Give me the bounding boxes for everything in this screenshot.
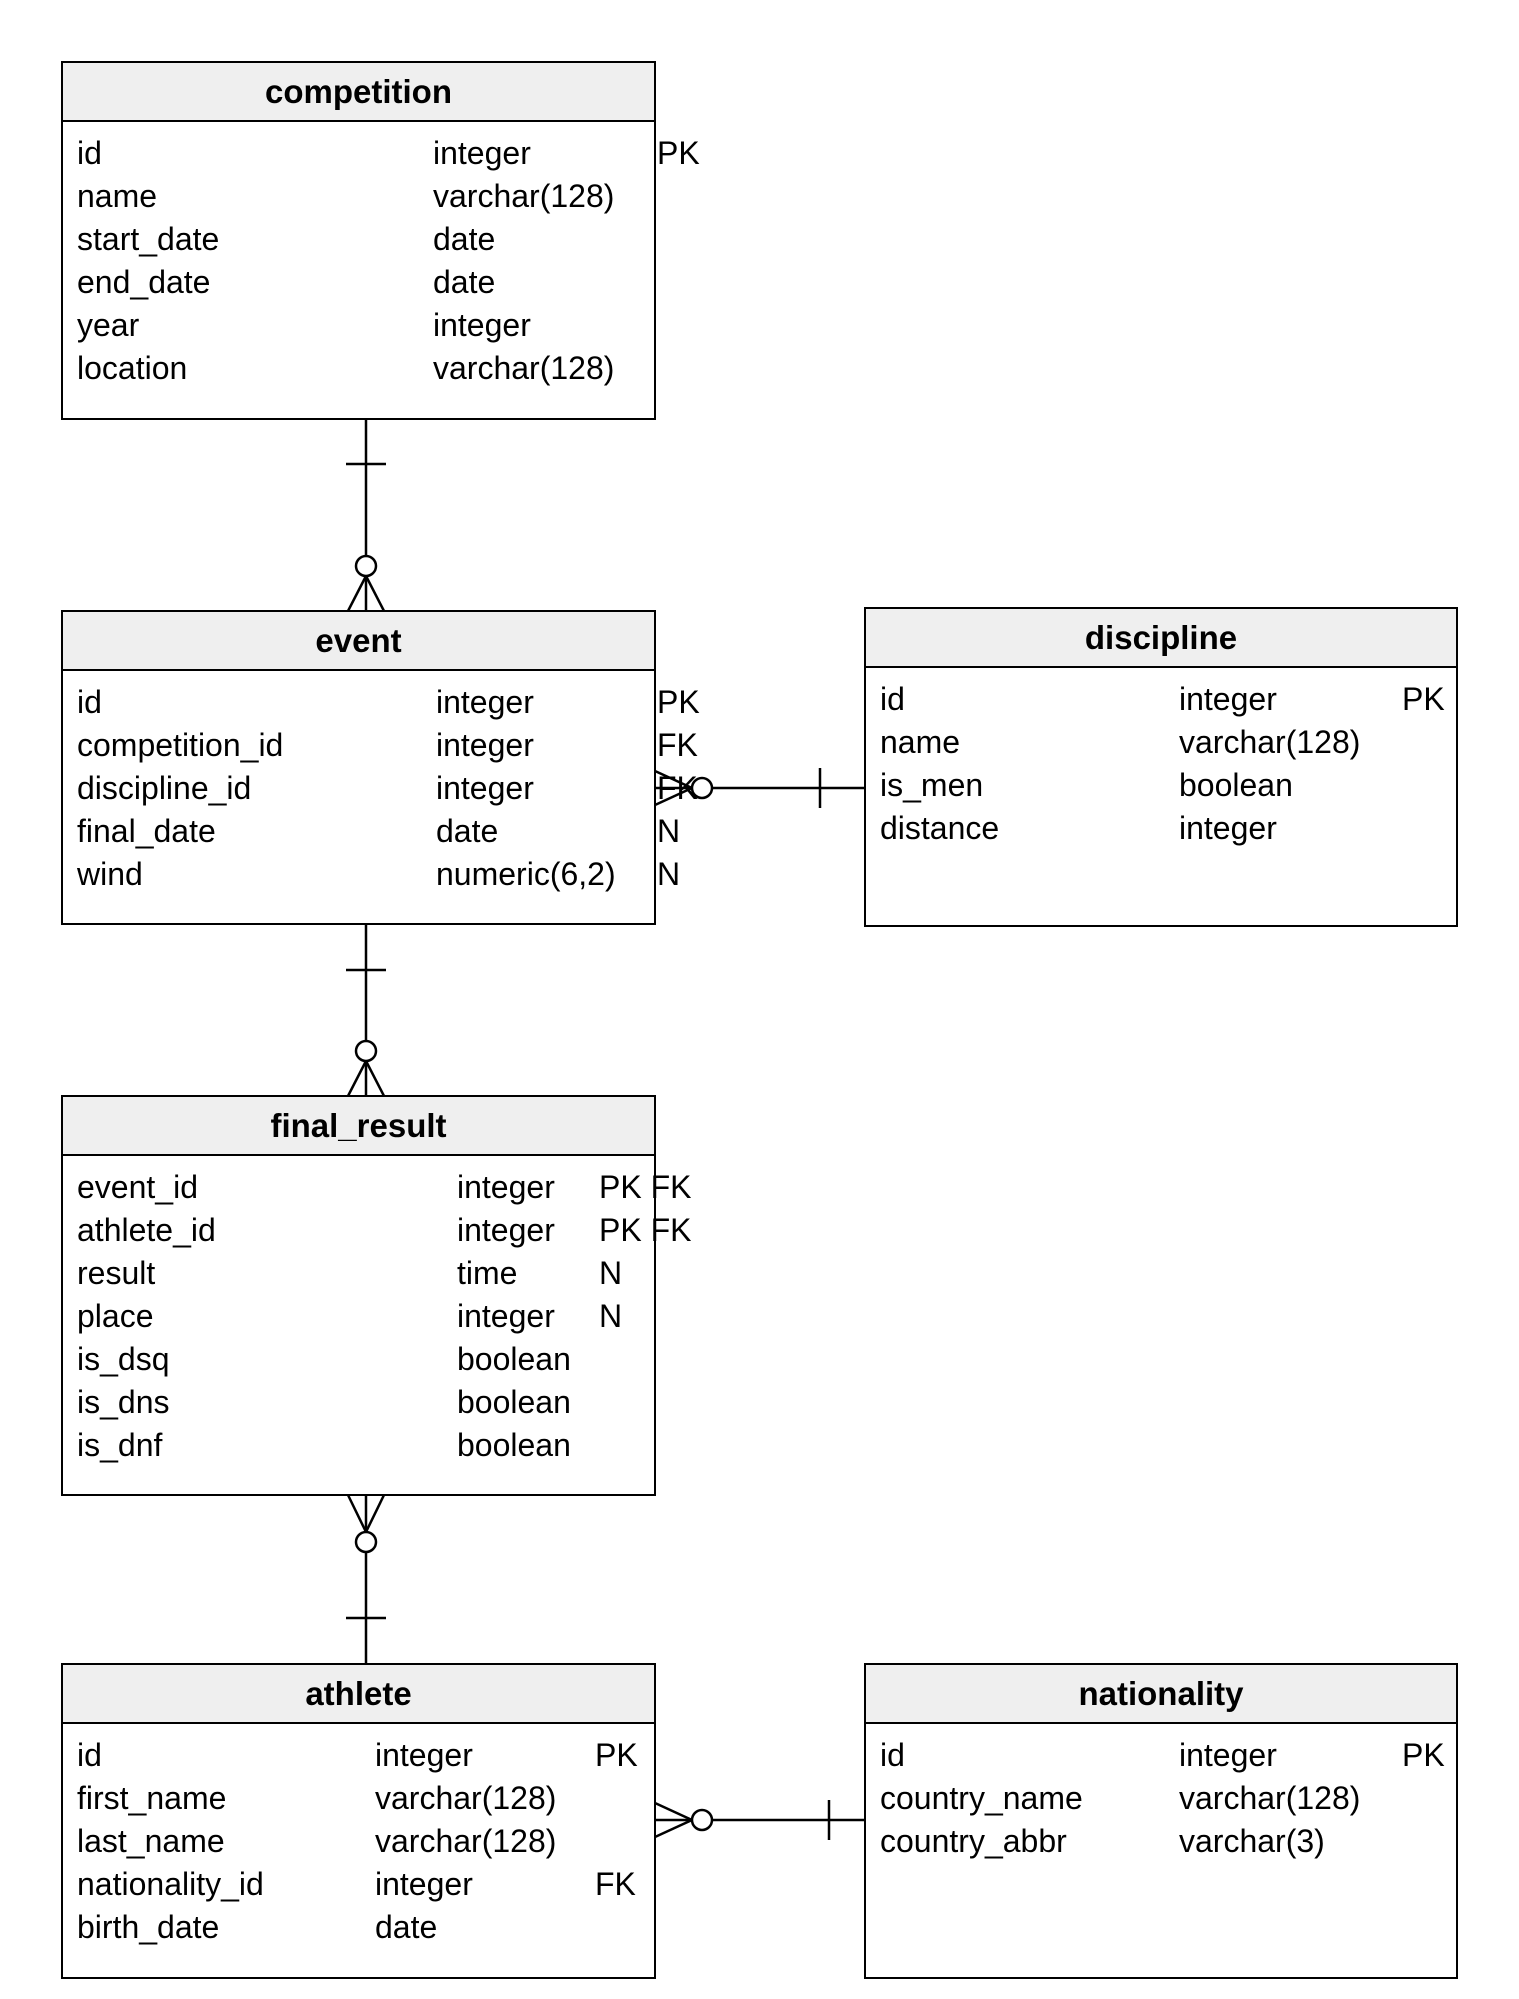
column-key: PK (595, 1737, 638, 1773)
column-name: start_date (77, 221, 220, 257)
column-type: numeric(6,2) (436, 856, 616, 892)
column-row (63, 681, 700, 724)
column-type: integer (1179, 681, 1277, 717)
column-name: wind (77, 856, 143, 892)
column-key: FK (657, 727, 698, 763)
column-name: is_dnf (77, 1427, 163, 1463)
column-type: varchar(128) (433, 178, 615, 214)
column-name: birth_date (77, 1909, 220, 1945)
column-name: name (880, 724, 961, 760)
entity-event (61, 610, 700, 925)
entity-columns (866, 1724, 1456, 1863)
column-name: athlete_id (77, 1212, 216, 1248)
column-row (63, 724, 698, 767)
column-row (63, 1424, 654, 1467)
column-name: discipline_id (77, 770, 252, 806)
column-key: PK (657, 135, 700, 171)
column-type: integer (457, 1298, 555, 1334)
entity-columns (63, 671, 700, 896)
column-key: PK FK (599, 1169, 692, 1205)
column-key: FK (595, 1866, 636, 1902)
column-name: last_name (77, 1823, 225, 1859)
column-type: integer (433, 307, 531, 343)
column-row (866, 1734, 1456, 1777)
column-name: country_abbr (880, 1823, 1067, 1859)
column-name: end_date (77, 264, 211, 300)
column-type: varchar(3) (1179, 1823, 1325, 1859)
column-name: id (77, 684, 102, 720)
entity-final-result (61, 1095, 692, 1496)
column-row (63, 1863, 654, 1906)
column-name: final_date (77, 813, 216, 849)
entity-columns (866, 668, 1456, 850)
entity-title: competition (265, 72, 452, 110)
column-key: N (599, 1298, 623, 1334)
entity-header (63, 1665, 654, 1724)
entity-header (866, 1665, 1456, 1724)
column-type: integer (375, 1866, 473, 1902)
column-key: PK FK (599, 1212, 692, 1248)
column-key: PK (1402, 1737, 1445, 1773)
column-name: country_name (880, 1780, 1083, 1816)
column-row (63, 218, 654, 261)
column-row (866, 764, 1456, 807)
column-key: PK (1402, 681, 1445, 717)
column-row (63, 1295, 654, 1338)
column-key: N (599, 1255, 623, 1291)
relationship-athlete-final-result (346, 1495, 386, 1664)
column-name: name (77, 178, 158, 214)
column-type: integer (433, 135, 531, 171)
entity-competition (61, 61, 700, 420)
entity-columns (63, 122, 700, 390)
column-row (63, 1734, 654, 1777)
relationship-nationality-athlete (655, 1800, 866, 1840)
column-row (63, 304, 654, 347)
column-type: date (436, 813, 499, 849)
entity-discipline (864, 607, 1458, 927)
column-type: integer (436, 770, 534, 806)
column-type: varchar(128) (375, 1823, 557, 1859)
column-row (866, 807, 1456, 850)
column-type: varchar(128) (1179, 1780, 1361, 1816)
entity-title: athlete (305, 1674, 412, 1712)
column-row (63, 853, 681, 896)
column-row (63, 1252, 654, 1295)
column-row (63, 175, 654, 218)
column-type: date (433, 221, 496, 257)
column-type: varchar(128) (1179, 724, 1361, 760)
column-name: distance (880, 810, 1000, 846)
column-name: id (77, 135, 102, 171)
entity-title: event (315, 621, 402, 659)
column-key: PK (657, 684, 700, 720)
column-row (63, 1209, 692, 1252)
column-type: boolean (457, 1427, 571, 1463)
entity-nationality (864, 1663, 1458, 1979)
column-name: place (77, 1298, 154, 1334)
column-name: is_dsq (77, 1341, 170, 1377)
column-row (63, 1338, 654, 1381)
column-row (63, 132, 700, 175)
column-type: integer (436, 684, 534, 720)
column-name: is_men (880, 767, 984, 803)
column-type: integer (457, 1169, 555, 1205)
column-key: N (657, 813, 681, 849)
column-name: id (880, 1737, 905, 1773)
column-row (63, 1777, 654, 1820)
column-key: N (657, 856, 681, 892)
column-type: boolean (457, 1384, 571, 1420)
column-row (63, 347, 654, 390)
column-row (63, 767, 698, 810)
column-type: integer (436, 727, 534, 763)
column-name: event_id (77, 1169, 198, 1205)
column-type: integer (1179, 1737, 1277, 1773)
column-name: location (77, 350, 188, 386)
entity-columns (63, 1724, 654, 1949)
column-name: first_name (77, 1780, 227, 1816)
column-row (63, 1166, 692, 1209)
relationship-competition-event (346, 419, 386, 611)
entity-title: nationality (1078, 1674, 1244, 1712)
entity-header (866, 609, 1456, 668)
entity-header (63, 612, 654, 671)
column-row (866, 721, 1456, 764)
column-name: id (77, 1737, 102, 1773)
column-type: date (433, 264, 496, 300)
entity-header (63, 63, 654, 122)
entity-title: discipline (1084, 618, 1238, 656)
column-name: competition_id (77, 727, 284, 763)
column-name: is_dns (77, 1384, 170, 1420)
entity-athlete (61, 1663, 656, 1979)
entity-header (63, 1097, 654, 1156)
column-row (63, 1820, 654, 1863)
column-name: result (77, 1255, 156, 1291)
column-name: nationality_id (77, 1866, 264, 1902)
entity-title: final_result (270, 1106, 447, 1144)
column-type: integer (1179, 810, 1277, 846)
column-type: varchar(128) (375, 1780, 557, 1816)
column-name: id (880, 681, 905, 717)
column-type: boolean (457, 1341, 571, 1377)
column-row (866, 1777, 1456, 1820)
entity-columns (63, 1156, 692, 1467)
column-row (63, 810, 681, 853)
column-row (63, 1381, 654, 1424)
column-type: varchar(128) (433, 350, 615, 386)
column-type: boolean (1179, 767, 1293, 803)
column-type: integer (375, 1737, 473, 1773)
column-row (63, 261, 654, 304)
column-name: year (77, 307, 140, 343)
column-type: integer (457, 1212, 555, 1248)
column-row (63, 1906, 654, 1949)
column-row (866, 1820, 1456, 1863)
column-key: FK (657, 770, 698, 806)
column-type: date (375, 1909, 438, 1945)
relationship-event-final-result (346, 924, 386, 1096)
column-type: time (457, 1255, 518, 1291)
column-row (866, 678, 1456, 721)
